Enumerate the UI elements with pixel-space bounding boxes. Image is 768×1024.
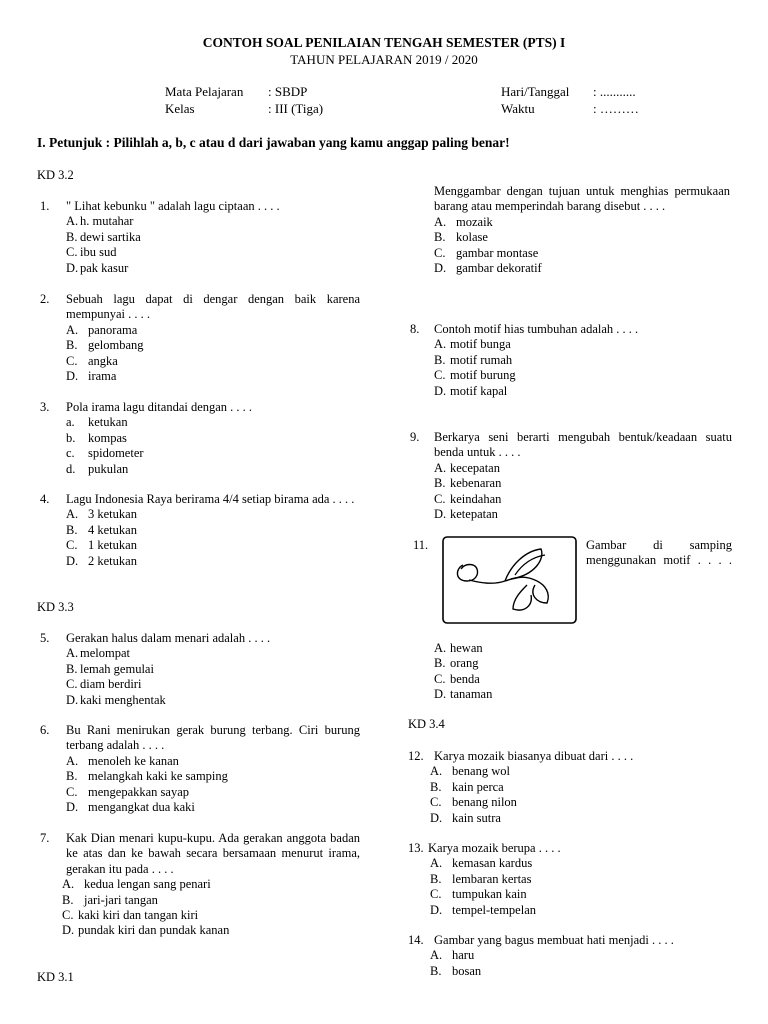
question-2 xyxy=(40,292,360,384)
question-text: Menggambar dengan tujuan untuk menghias permukaan barang atau memperindah barang disebut . . . . xyxy=(434,184,730,214)
option-d: D. mengangkat dua kaki xyxy=(66,800,195,815)
option-d: D. tempel-tempelan xyxy=(430,902,536,917)
waktu-value: : ……… xyxy=(593,101,639,116)
waktu-label: Waktu xyxy=(501,101,535,116)
option-b: B. motif rumah xyxy=(434,352,513,367)
option-d: D. tanaman xyxy=(434,687,493,702)
kd-label-3-1: KD 3.1 xyxy=(37,970,74,984)
option-d: D. 2 ketukan xyxy=(66,553,137,568)
option-a: A. melompat xyxy=(66,646,130,661)
option-list xyxy=(66,646,360,708)
mapel-label: Mata Pelajaran xyxy=(165,84,244,99)
kd-label-3-2: KD 3.2 xyxy=(37,168,74,182)
option-a: a. ketukan xyxy=(66,415,128,430)
option-a: A. hewan xyxy=(434,641,483,655)
question-text: Berkarya seni berarti mengubah bentuk/keadaan suatu benda untuk . . . . xyxy=(434,430,732,460)
option-b: B. lembaran kertas xyxy=(430,871,532,886)
option-a: A. panorama xyxy=(66,322,138,337)
option-d: D. pak kasur xyxy=(66,260,129,275)
option-d: D. gambar dekoratif xyxy=(434,261,542,276)
option-list xyxy=(430,948,732,979)
option-b: B. kain perca xyxy=(430,779,504,794)
option-list xyxy=(66,754,360,816)
option-b: B. orang xyxy=(434,656,479,671)
option-list xyxy=(66,214,360,276)
option-b: B. gelombang xyxy=(66,338,144,353)
option-c: C. ibu sud xyxy=(66,245,117,260)
hari-label: Hari/Tanggal xyxy=(501,84,570,99)
question-text: Gerakan halus dalam menari adalah . . . . xyxy=(66,631,271,645)
option-a: A. h. mutahar xyxy=(66,214,134,229)
question-13 xyxy=(408,841,732,918)
question-text: Bu Rani menirukan gerak burung terbang. Ciri burung terbang adalah . . . . xyxy=(66,723,360,753)
option-d: D. motif kapal xyxy=(434,383,508,398)
plant-motif-image xyxy=(441,535,578,625)
question-number: 2. xyxy=(40,292,50,306)
question-14 xyxy=(408,933,732,979)
question-number: 7. xyxy=(40,831,50,845)
question-text: Pola irama lagu ditandai dengan . . . . xyxy=(66,400,253,414)
option-a: A. benang wol xyxy=(430,764,510,779)
question-11-options xyxy=(434,641,492,703)
option-d: D. ketepatan xyxy=(434,507,498,522)
question-1 xyxy=(40,199,360,276)
question-text: Karya mozaik biasanya dibuat dari . . . . xyxy=(434,749,634,763)
kd-label-3-3: KD 3.3 xyxy=(37,600,74,614)
option-a: A. kedua lengan sang penari xyxy=(62,877,211,892)
question-number: 1. xyxy=(40,199,50,213)
option-b: B. kolase xyxy=(434,230,488,245)
option-list xyxy=(434,215,730,277)
option-c: C. gambar montase xyxy=(434,245,539,260)
option-c: C. tumpukan kain xyxy=(430,887,527,902)
question-continued xyxy=(434,184,730,276)
option-b: B. dewi sartika xyxy=(66,229,141,244)
option-c: C. benang nilon xyxy=(430,795,517,810)
option-b: B. lemah gemulai xyxy=(66,661,154,676)
question-text: Sebuah lagu dapat di dengar dengan baik karena mempunyai . . . . xyxy=(66,292,360,322)
option-a: A. kemasan kardus xyxy=(430,856,533,871)
question-number: 5. xyxy=(40,631,50,645)
question-5 xyxy=(40,631,360,708)
question-text: " Lihat kebunku " adalah lagu ciptaan . . . . xyxy=(66,199,280,213)
option-list xyxy=(430,856,732,918)
page-title: CONTOH SOAL PENILAIAN TENGAH SEMESTER (PTS) I xyxy=(202,35,566,50)
option-list xyxy=(434,461,732,523)
instruction-text: I. Petunjuk : Pilihlah a, b, c atau d dari jawaban yang kamu anggap paling benar! xyxy=(37,135,510,150)
option-list xyxy=(430,764,732,826)
option-d: D. kaki menghentak xyxy=(66,692,166,707)
option-b: b. kompas xyxy=(66,430,127,445)
option-d: D. irama xyxy=(66,369,117,384)
kd-label-3-4: KD 3.4 xyxy=(408,717,445,731)
option-b: B. melangkah kaki ke samping xyxy=(66,769,228,784)
option-d: d. pukulan xyxy=(66,461,129,476)
question-number: 14. xyxy=(408,933,424,947)
option-c: C. keindahan xyxy=(434,491,502,506)
question-number: 8. xyxy=(410,322,420,336)
option-d: D. pundak kiri dan pundak kanan xyxy=(62,923,230,938)
option-list xyxy=(62,877,360,939)
leaf-motif-icon xyxy=(441,535,578,625)
option-b: B. 4 ketukan xyxy=(66,522,137,537)
kelas-label: Kelas xyxy=(165,101,195,116)
question-number: 3. xyxy=(40,400,50,414)
option-c: C. kaki kiri dan tangan kiri xyxy=(62,908,199,923)
option-a: A. motif bunga xyxy=(434,337,511,352)
question-4 xyxy=(40,492,360,569)
question-text: Contoh motif hias tumbuhan adalah . . . . xyxy=(434,322,639,336)
option-list xyxy=(66,507,360,569)
question-text: Karya mozaik berupa . . . . xyxy=(428,841,561,855)
option-list xyxy=(66,415,360,477)
hari-value: : ........... xyxy=(593,84,636,99)
question-number: 11. xyxy=(413,538,429,552)
option-c: C. mengepakkan sayap xyxy=(66,784,190,799)
option-c: C. motif burung xyxy=(434,368,516,383)
mapel-value: : SBDP xyxy=(268,84,308,99)
question-text: Gambar yang bagus membuat hati menjadi . . . . xyxy=(434,933,674,947)
option-d: D. kain sutra xyxy=(430,810,501,825)
option-a: A. 3 ketukan xyxy=(66,507,137,522)
kelas-value: : III (Tiga) xyxy=(268,101,324,116)
option-a: A. menoleh ke kanan xyxy=(66,753,179,768)
question-12 xyxy=(408,749,732,826)
question-7 xyxy=(40,831,360,939)
option-c: C. benda xyxy=(434,671,480,686)
question-6 xyxy=(40,723,360,815)
option-a: A. mozaik xyxy=(434,214,493,229)
question-number: 13. xyxy=(408,841,424,855)
option-a: A. kecepatan xyxy=(434,460,500,475)
question-number: 6. xyxy=(40,723,50,737)
page-subtitle: TAHUN PELAJARAN 2019 / 2020 xyxy=(290,52,478,67)
option-b: B. jari-jari tangan xyxy=(62,892,158,907)
option-c: c. spidometer xyxy=(66,446,144,461)
option-b: B. kebenaran xyxy=(434,476,502,491)
question-number: 4. xyxy=(40,492,50,506)
question-number: 9. xyxy=(410,430,420,444)
option-c: C. diam berdiri xyxy=(66,677,142,692)
question-8 xyxy=(410,322,732,399)
question-3 xyxy=(40,400,360,477)
question-text: Lagu Indonesia Raya berirama 4/4 setiap birama ada . . . . xyxy=(66,492,355,506)
question-number: 12. xyxy=(408,749,424,763)
option-list xyxy=(66,323,360,385)
option-c: C. 1 ketukan xyxy=(66,538,137,553)
question-text: Kak Dian menari kupu-kupu. Ada gerakan anggota badan ke atas dan ke bawah secara bersamaan menurut irama, gerakan itu pada . . . . xyxy=(66,831,360,876)
option-c: C. angka xyxy=(66,353,118,368)
option-b: B. bosan xyxy=(430,963,482,978)
question-9 xyxy=(410,430,732,522)
option-a: A. haru xyxy=(430,948,475,963)
question-text: Gambar di samping menggunakan motif . . . . xyxy=(586,538,732,568)
option-list xyxy=(434,337,732,399)
